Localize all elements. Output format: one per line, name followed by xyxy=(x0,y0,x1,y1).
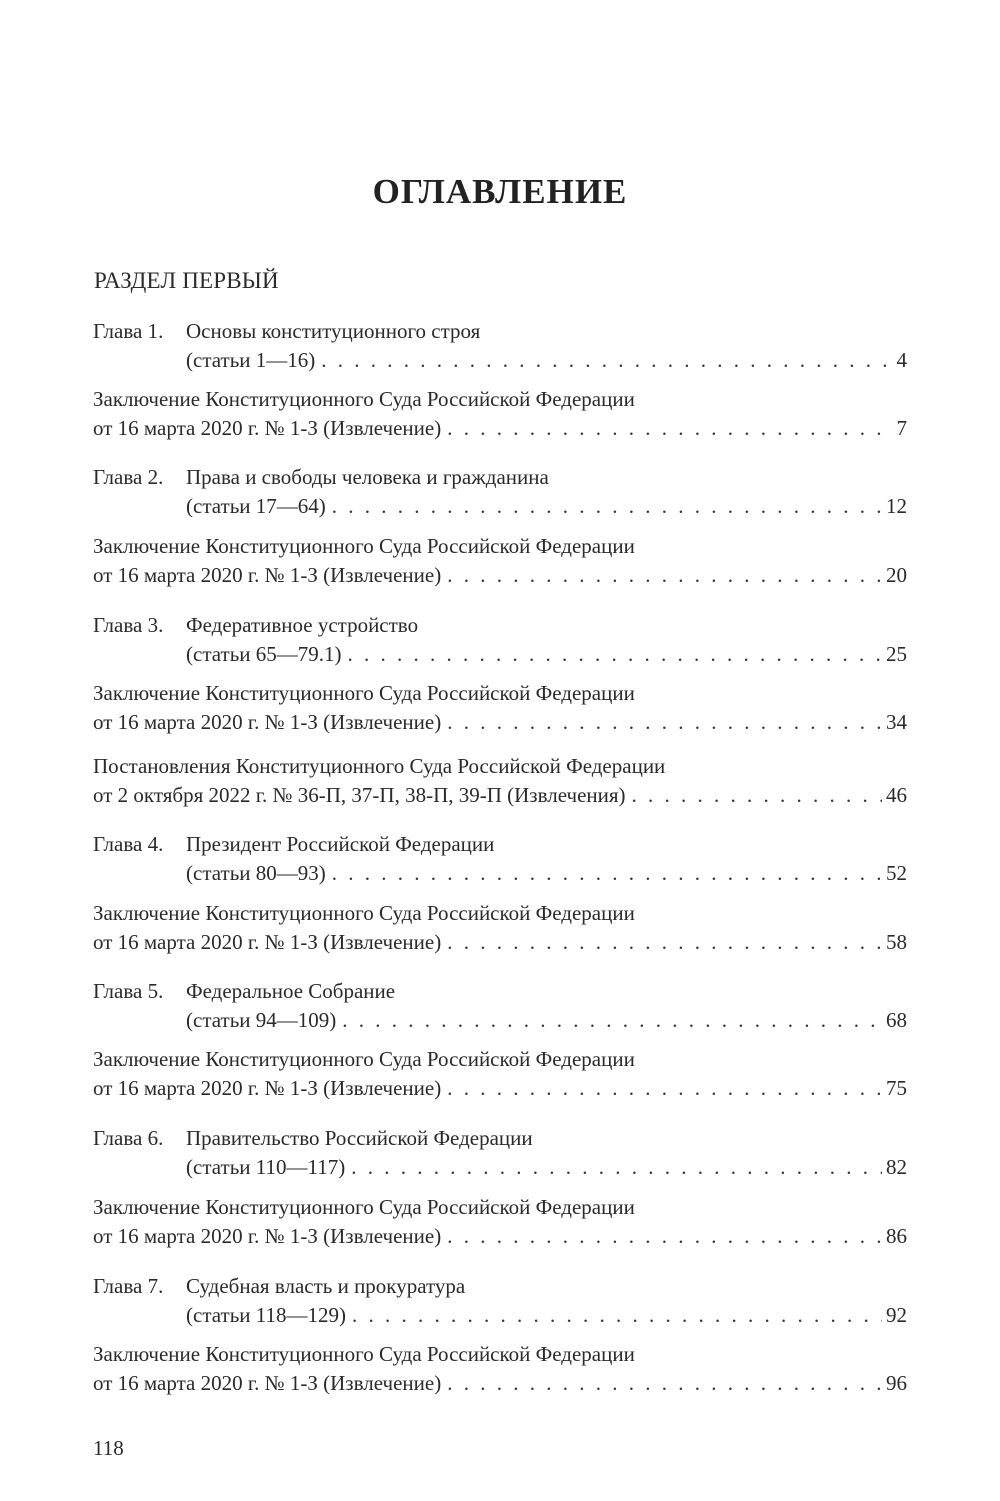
dot-leader xyxy=(351,1153,882,1182)
dot-leader xyxy=(447,928,882,957)
resolution-date: от 2 октября 2022 г. № 36-П, 37-П, 38-П, 39-П (Извлечения) xyxy=(93,783,626,807)
conclusion-title: Заключение Конституционного Суда Российской Федерации xyxy=(93,534,635,558)
toc-conclusion-7[interactable] xyxy=(93,1340,907,1398)
page-number: 68 xyxy=(886,1008,907,1032)
page-number: 96 xyxy=(886,1371,907,1395)
toc-conclusion-6[interactable] xyxy=(93,1193,907,1251)
chapter-articles: (статьи 1—16) xyxy=(186,348,316,372)
conclusion-date: от 16 марта 2020 г. № 1-З (Извлечение) xyxy=(93,930,442,954)
page-number: 75 xyxy=(886,1076,907,1100)
dot-leader xyxy=(332,859,882,888)
chapter-title: Судебная власть и прокуратура xyxy=(186,1274,466,1298)
page-number: 82 xyxy=(886,1155,907,1179)
page-number: 20 xyxy=(886,563,907,587)
conclusion-date: от 16 марта 2020 г. № 1-З (Извлечение) xyxy=(93,1224,442,1248)
chapter-title: Президент Российской Федерации xyxy=(186,832,495,856)
page-number: 4 xyxy=(896,348,907,372)
conclusion-date: от 16 марта 2020 г. № 1-З (Извлечение) xyxy=(93,710,442,734)
toc-chapter-1[interactable] xyxy=(93,317,907,375)
toc-resolutions[interactable] xyxy=(93,752,907,810)
conclusion-title: Заключение Конституционного Суда Российской Федерации xyxy=(93,1195,635,1219)
conclusion-title: Заключение Конституционного Суда Российской Федерации xyxy=(93,1342,635,1366)
chapter-title: Федеративное устройство xyxy=(186,613,419,637)
page-title: ОГЛАВЛЕНИЕ xyxy=(372,172,628,211)
chapter-title: Основы конституционного строя xyxy=(186,319,481,343)
page-number: 86 xyxy=(886,1224,907,1248)
chapter-articles: (статьи 17—64) xyxy=(186,494,326,518)
conclusion-date: от 16 марта 2020 г. № 1-З (Извлечение) xyxy=(93,563,442,587)
dot-leader xyxy=(321,346,892,375)
dot-leader xyxy=(332,492,882,521)
toc-conclusion-3[interactable] xyxy=(93,679,907,737)
chapter-articles: (статьи 118—129) xyxy=(186,1303,346,1327)
conclusion-title: Заключение Конституционного Суда Российской Федерации xyxy=(93,1047,635,1071)
dot-leader xyxy=(632,781,882,810)
page-number: 7 xyxy=(896,416,907,440)
dot-leader xyxy=(447,1074,882,1103)
dot-leader xyxy=(342,1006,882,1035)
toc-chapter-6[interactable] xyxy=(93,1124,907,1182)
dot-leader xyxy=(348,640,882,669)
conclusion-date: от 16 марта 2020 г. № 1-З (Извлечение) xyxy=(93,416,442,440)
toc-chapter-5[interactable] xyxy=(93,977,907,1035)
page-folio: 118 xyxy=(93,1436,124,1460)
dot-leader xyxy=(352,1301,882,1330)
chapter-articles: (статьи 94—109) xyxy=(186,1008,337,1032)
chapter-number: Глава 7. xyxy=(93,1274,164,1298)
toc-chapter-4[interactable] xyxy=(93,830,907,888)
chapter-title: Права и свободы человека и гражданина xyxy=(186,465,549,489)
page-number: 25 xyxy=(886,642,907,666)
chapter-articles: (статьи 110—117) xyxy=(186,1155,346,1179)
dot-leader xyxy=(447,1369,882,1398)
page-number: 12 xyxy=(886,494,907,518)
chapter-number: Глава 5. xyxy=(93,979,164,1003)
dot-leader xyxy=(447,414,892,443)
conclusion-date: от 16 марта 2020 г. № 1-З (Извлечение) xyxy=(93,1076,442,1100)
dot-leader xyxy=(447,1222,882,1251)
toc-conclusion-2[interactable] xyxy=(93,532,907,590)
chapter-articles: (статьи 80—93) xyxy=(186,861,326,885)
conclusion-title: Заключение Конституционного Суда Российской Федерации xyxy=(93,387,635,411)
page-number: 58 xyxy=(886,930,907,954)
chapter-number: Глава 4. xyxy=(93,832,164,856)
page-number: 92 xyxy=(886,1303,907,1327)
toc-chapter-7[interactable] xyxy=(93,1272,907,1330)
resolution-title: Постановления Конституционного Суда Российской Федерации xyxy=(93,754,666,778)
chapter-number: Глава 6. xyxy=(93,1126,164,1150)
section-title: РАЗДЕЛ ПЕРВЫЙ xyxy=(94,268,279,293)
toc-conclusion-4[interactable] xyxy=(93,899,907,957)
conclusion-date: от 16 марта 2020 г. № 1-З (Извлечение) xyxy=(93,1371,442,1395)
chapter-articles: (статьи 65—79.1) xyxy=(186,642,342,666)
page-number: 46 xyxy=(886,783,907,807)
toc-conclusion-5[interactable] xyxy=(93,1045,907,1103)
page-number: 52 xyxy=(886,861,907,885)
chapter-title: Федеральное Собрание xyxy=(186,979,396,1003)
page-number: 34 xyxy=(886,710,907,734)
chapter-title: Правительство Российской Федерации xyxy=(186,1126,533,1150)
dot-leader xyxy=(447,708,882,737)
dot-leader xyxy=(447,561,882,590)
chapter-number: Глава 3. xyxy=(93,613,164,637)
conclusion-title: Заключение Конституционного Суда Российской Федерации xyxy=(93,681,635,705)
toc-chapter-3[interactable] xyxy=(93,611,907,669)
toc-conclusion-1[interactable] xyxy=(93,385,907,443)
chapter-number: Глава 1. xyxy=(93,319,164,343)
chapter-number: Глава 2. xyxy=(93,465,164,489)
toc-chapter-2[interactable] xyxy=(93,463,907,521)
conclusion-title: Заключение Конституционного Суда Российской Федерации xyxy=(93,901,635,925)
